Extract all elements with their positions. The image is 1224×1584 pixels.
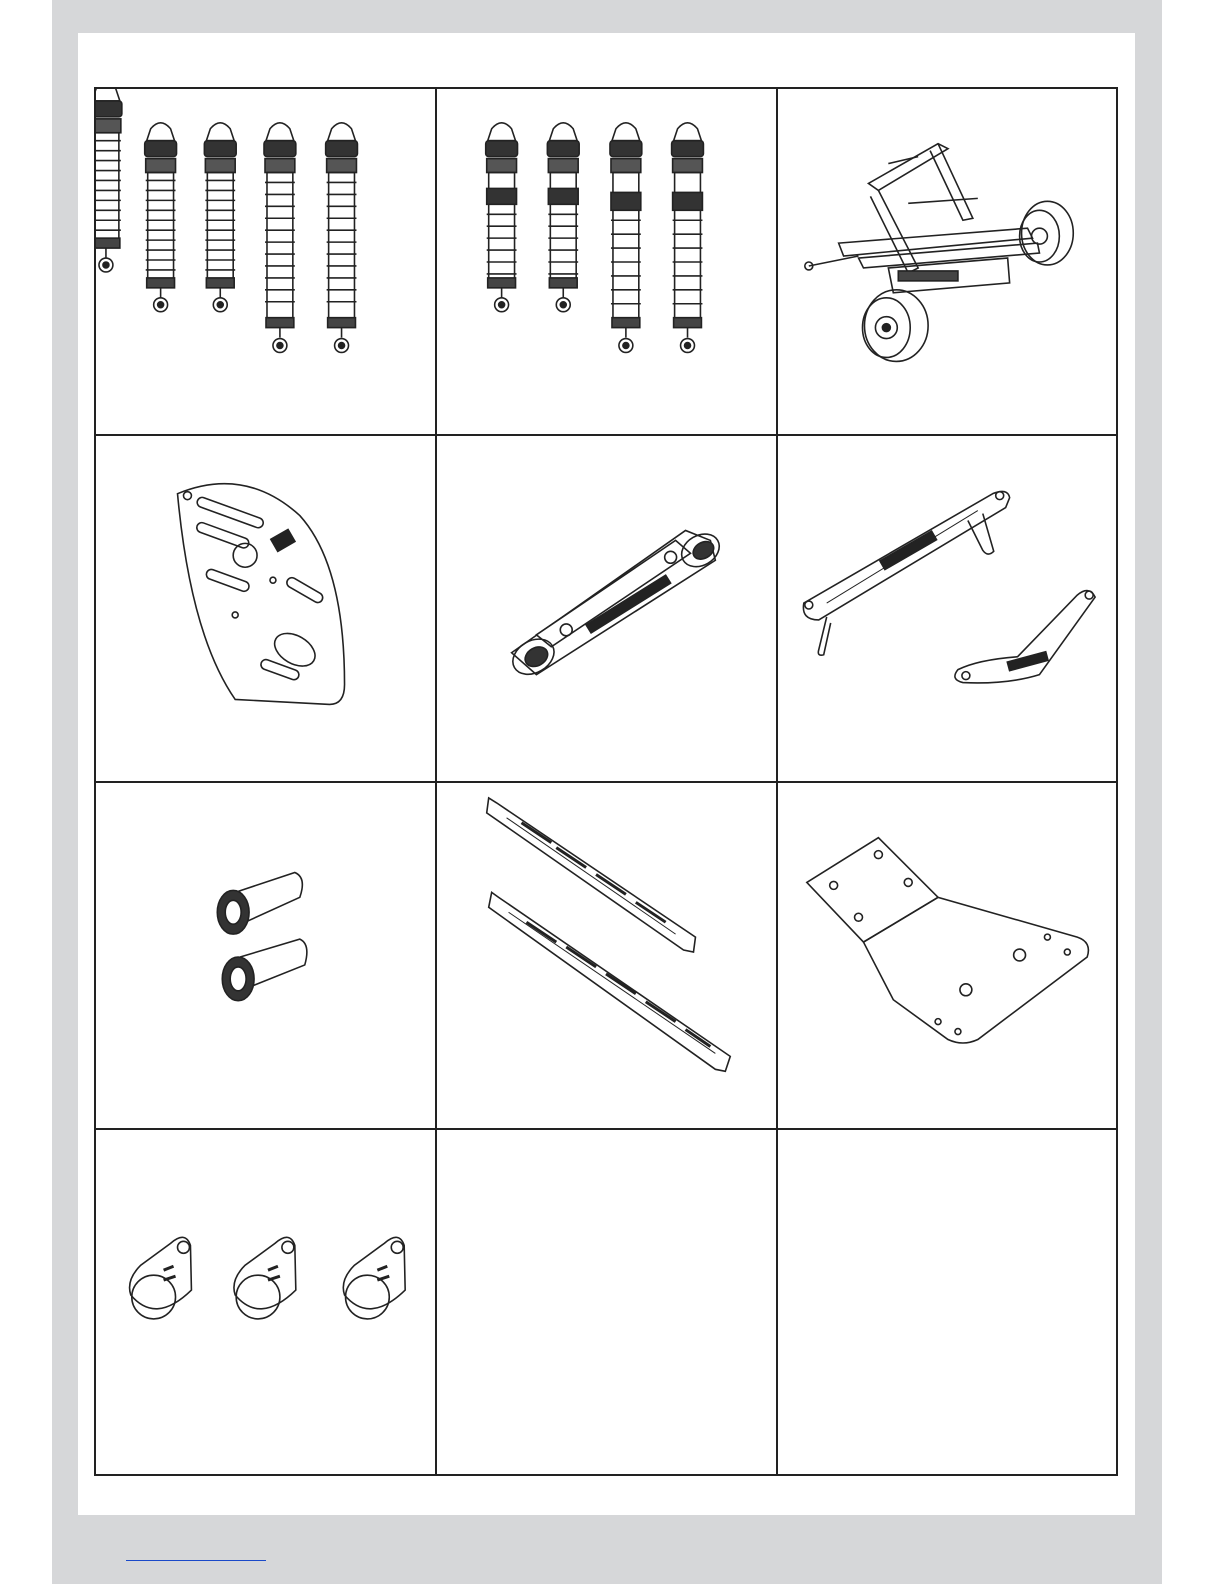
- part-cell-10: [96, 1130, 437, 1474]
- part-cell-9: [778, 783, 1116, 1130]
- chassis-brace-icon: [778, 436, 1116, 781]
- part-cell-2: [437, 89, 778, 436]
- page-frame-right: [1135, 0, 1162, 1584]
- shock-absorber-set-icon: [437, 89, 776, 434]
- part-cell-7: [96, 783, 437, 1130]
- motor-plate-icon: [96, 436, 435, 781]
- aluminum-link-icon: [437, 436, 776, 781]
- bushing-pair-icon: [96, 783, 435, 1128]
- footer-link[interactable]: [126, 1546, 266, 1561]
- part-cell-1: [96, 89, 437, 436]
- part-cell-5: [437, 436, 778, 783]
- part-cell-3: [778, 89, 1116, 436]
- skid-plate-icon: [778, 783, 1116, 1128]
- part-cell-12-empty: [778, 1130, 1116, 1474]
- shock-absorber-set-icon: [96, 89, 435, 434]
- parts-grid: [94, 87, 1118, 1476]
- part-cell-4: [96, 436, 437, 783]
- wheelie-bar-assembly-icon: [778, 89, 1116, 434]
- servo-horn-set-icon: [96, 1130, 435, 1474]
- page-frame-top: [52, 0, 1162, 33]
- part-cell-6: [778, 436, 1116, 783]
- side-rail-pair-icon: [437, 783, 776, 1128]
- part-cell-11-empty: [437, 1130, 778, 1474]
- part-cell-8: [437, 783, 778, 1130]
- page-frame-left: [52, 0, 78, 1584]
